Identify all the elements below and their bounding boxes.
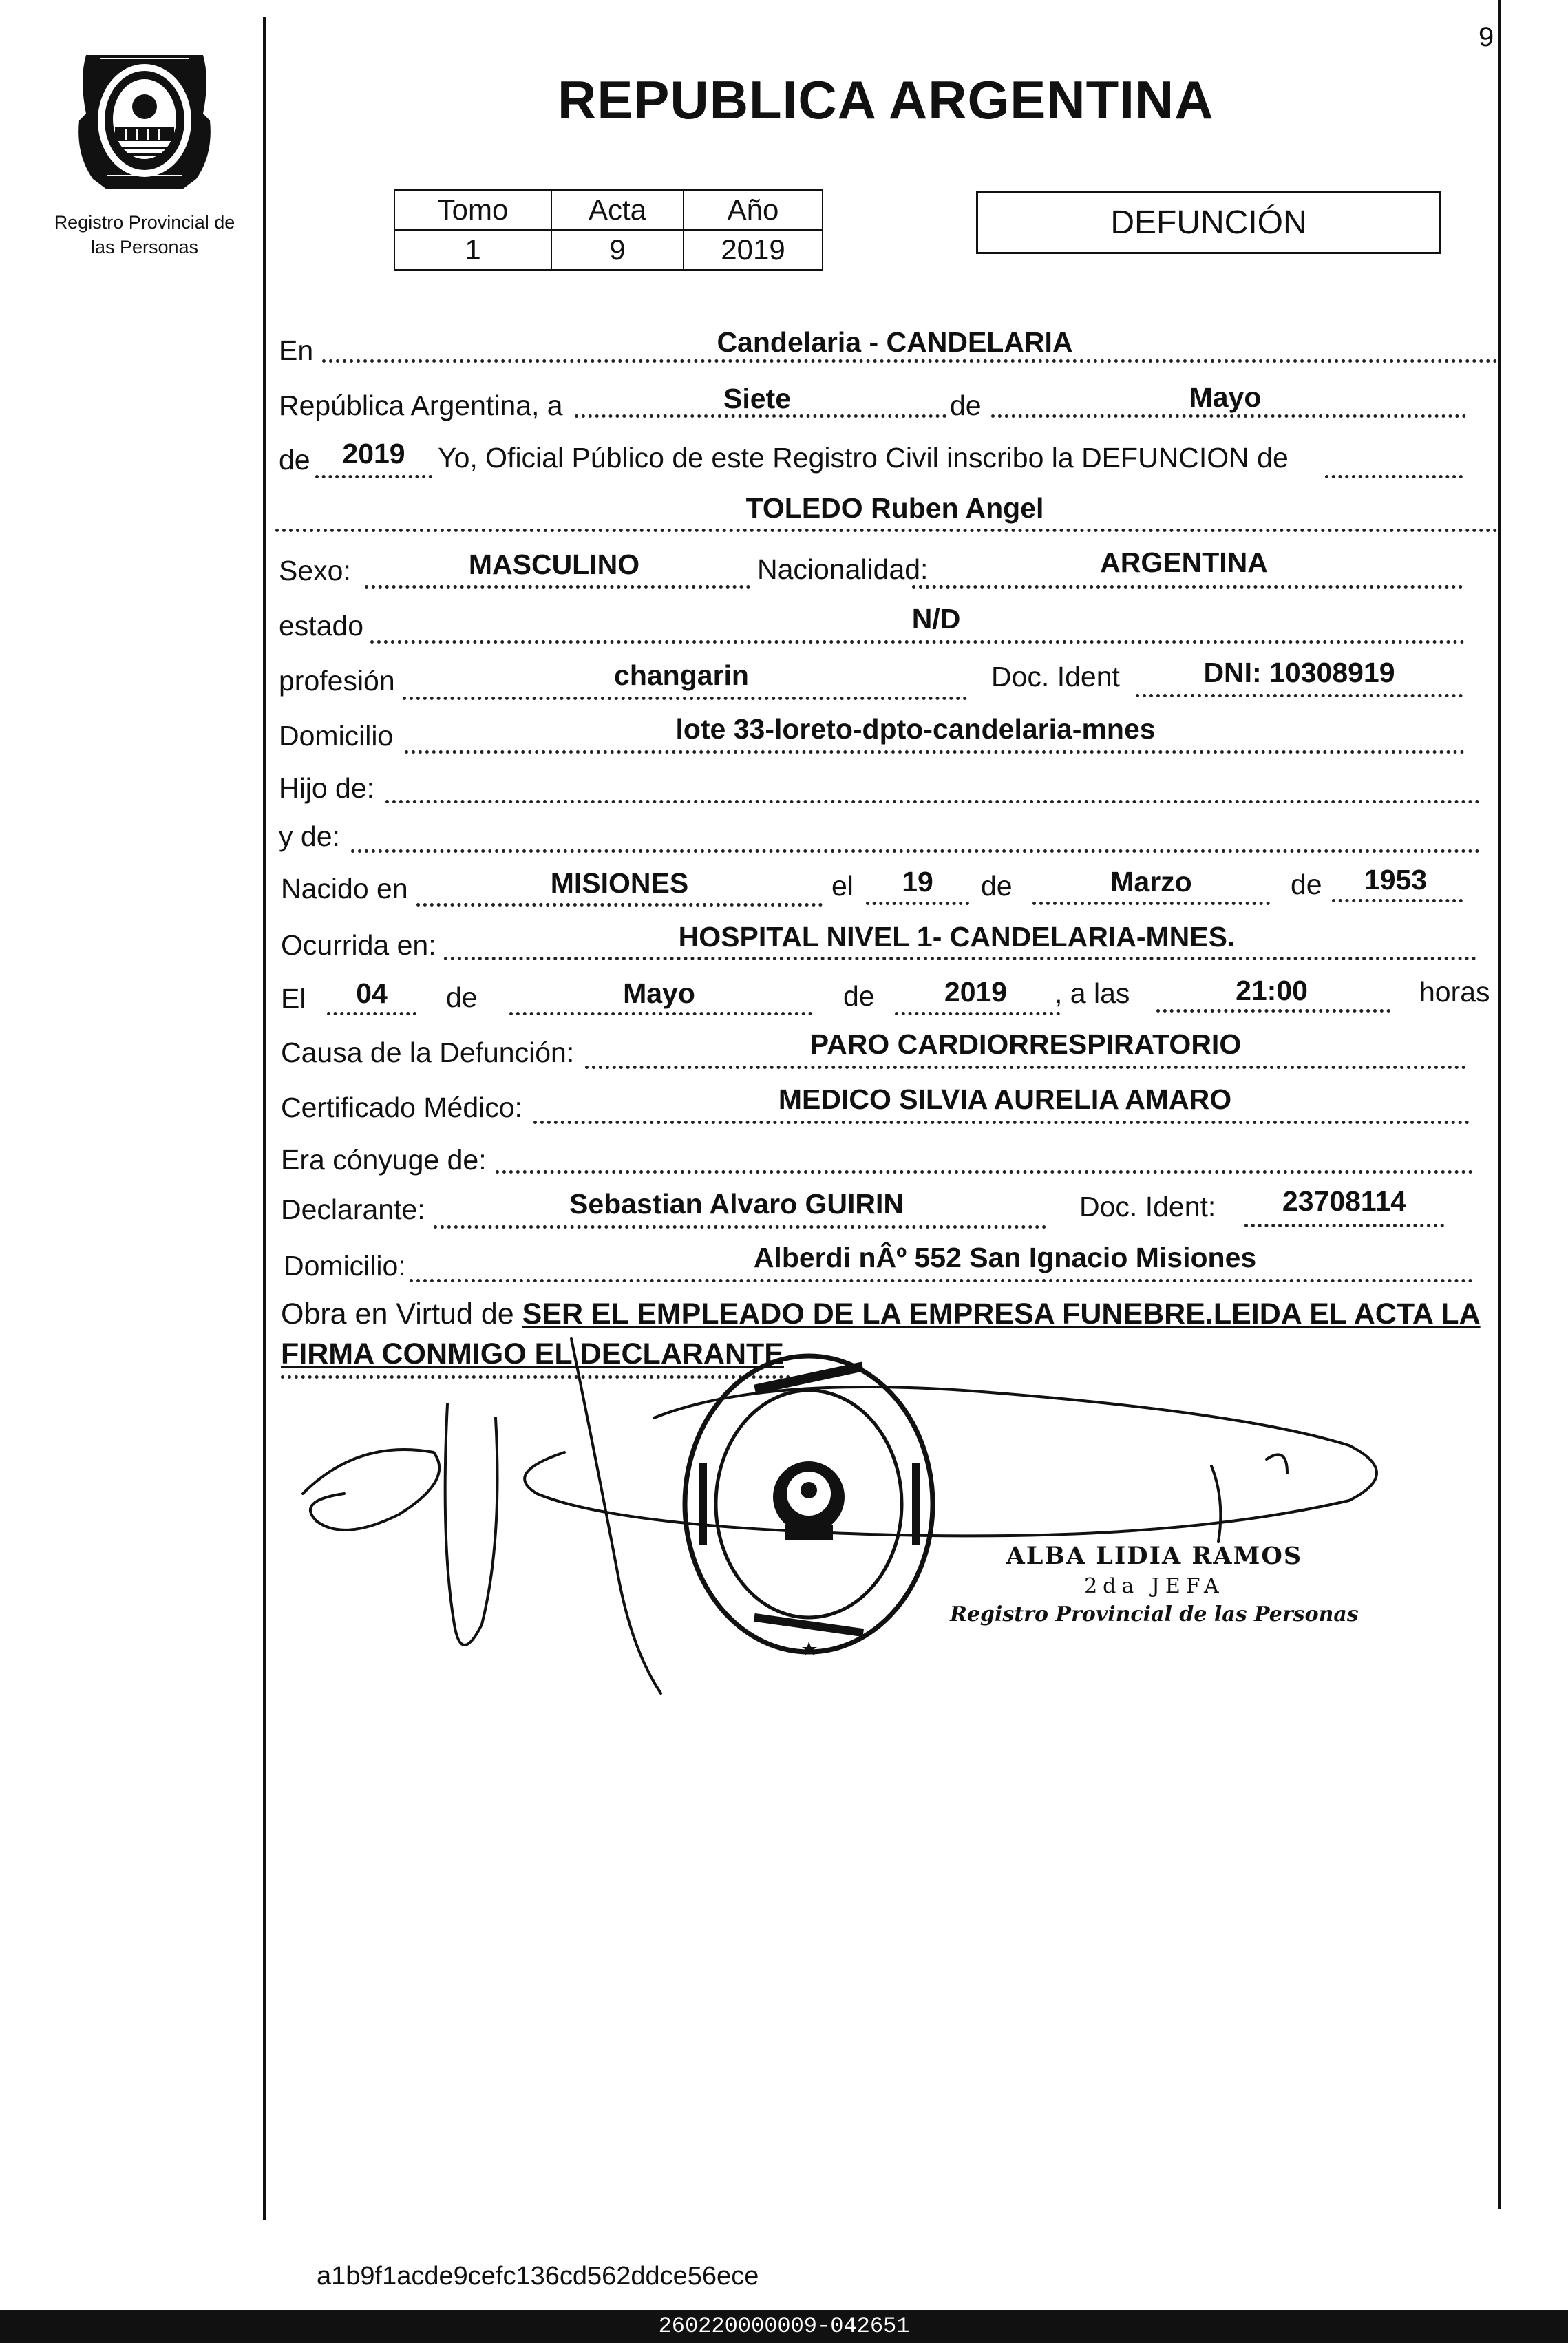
label-domicilio: Domicilio	[279, 720, 394, 752]
dotted-line	[315, 475, 432, 478]
page-number: 9	[1479, 22, 1494, 52]
label-causa: Causa de la Defunción:	[281, 1037, 575, 1068]
value-dni: DNI: 10308919	[1203, 657, 1395, 688]
dotted-line	[895, 1012, 1060, 1015]
value-certificado: MEDICO SILVIA AURELIA AMARO	[778, 1083, 1232, 1115]
dotted-line	[509, 1012, 812, 1015]
label-nacionalidad: Nacionalidad:	[757, 553, 929, 585]
value-obra: SER EL EMPLEADO DE LA EMPRESA FUNEBRE.LEIDA EL ACTA LA FIRMA CONMIGO EL DECLARANTE	[281, 1297, 1481, 1370]
label-de-nac-anio: de	[1291, 869, 1322, 900]
value-ocurrida-en: HOSPITAL NIVEL 1- CANDELARIA-MNES.	[678, 921, 1236, 953]
label-de-anio: de	[279, 444, 310, 476]
label-estado: estado	[279, 610, 364, 642]
org-name-line2: las Personas	[90, 237, 199, 257]
value-nac-mes: Marzo	[1110, 866, 1192, 898]
anio-value: 2019	[684, 230, 823, 270]
value-def-dia: 04	[356, 977, 388, 1009]
footer-code: 260220000009-042651	[0, 2310, 1568, 2343]
dotted-line	[416, 903, 823, 907]
label-profesion: profesión	[279, 665, 395, 697]
value-estado: N/D	[911, 603, 961, 635]
signer-role: 2da JEFA	[1084, 1574, 1225, 1598]
acta-header: Acta	[551, 190, 684, 230]
org-name	[28, 210, 262, 259]
value-dia-inscripcion: Siete	[723, 383, 791, 414]
dotted-line	[385, 800, 1480, 803]
value-def-anio: 2019	[944, 976, 1008, 1008]
label-horas: horas	[1419, 976, 1490, 1008]
org-name-line1: Registro Provincial de	[54, 212, 235, 233]
value-declarante: Sebastian Alvaro GUIRIN	[569, 1188, 904, 1220]
document-title: REPUBLICA ARGENTINA	[558, 70, 1214, 130]
official-stamp	[671, 1346, 953, 1673]
label-certificado: Certificado Médico:	[281, 1092, 522, 1123]
label-sexo: Sexo:	[279, 555, 351, 586]
dotted-line	[912, 585, 1463, 589]
label-inscribo: Yo, Oficial Público de este Registro Civil inscribo la DEFUNCION de	[438, 442, 1289, 474]
signer-office: Registro Provincial de las Personas	[950, 1602, 1359, 1626]
document-hash: a1b9f1acde9cefc136cd562ddce56ece	[317, 2262, 759, 2291]
label-hijo-de: Hijo de:	[279, 772, 375, 804]
dotted-line	[1244, 1224, 1444, 1227]
dotted-line	[351, 849, 1480, 853]
value-nacionalidad: ARGENTINA	[1100, 547, 1268, 578]
dotted-line	[533, 1121, 1470, 1124]
label-en: En	[279, 335, 314, 366]
dotted-line	[585, 1066, 1466, 1069]
value-def-hora: 21:00	[1236, 975, 1308, 1006]
dotted-line	[327, 1012, 416, 1015]
dotted-line	[1332, 899, 1463, 902]
label-de: de	[950, 390, 982, 421]
province-emblem-logo	[65, 38, 224, 200]
dotted-line	[434, 1225, 1046, 1229]
label-domicilio2: Domicilio:	[284, 1250, 406, 1282]
value-nac-dia: 19	[902, 866, 933, 898]
label-obra: Obra en Virtud de	[281, 1297, 514, 1330]
tomo-header: Tomo	[394, 190, 551, 230]
label-conyuge: Era cónyuge de:	[281, 1144, 487, 1176]
record-id-header-row	[394, 190, 823, 230]
value-def-mes: Mayo	[623, 977, 695, 1009]
label-doc-ident: Doc. Ident	[991, 661, 1120, 692]
label-ocurrida-en: Ocurrida en:	[281, 929, 436, 961]
value-sexo: MASCULINO	[468, 549, 640, 580]
acta-value: 9	[551, 230, 684, 270]
record-id-value-row	[394, 230, 823, 270]
dotted-line	[1032, 902, 1270, 905]
dotted-line	[370, 640, 1465, 644]
value-causa: PARO CARDIORRESPIRATORIO	[809, 1028, 1242, 1060]
label-de-nac-mes: de	[981, 870, 1013, 902]
dotted-line	[1136, 694, 1463, 697]
label-doc-ident2: Doc. Ident:	[1079, 1191, 1216, 1222]
dotted-line	[410, 1279, 1473, 1282]
value-profesion: changarin	[614, 659, 749, 691]
record-id-table	[394, 189, 823, 271]
label-republica: República Argentina, a	[279, 390, 563, 421]
label-de-def-mes: de	[446, 982, 478, 1013]
dotted-line	[866, 902, 969, 905]
label-y-de: y de:	[279, 820, 340, 852]
value-lugar: Candelaria - CANDELARIA	[717, 326, 1073, 358]
dotted-line	[1325, 475, 1463, 478]
label-declarante: Declarante:	[281, 1194, 425, 1225]
signer-name: ALBA LIDIA RAMOS	[1006, 1542, 1303, 1570]
dotted-line	[405, 750, 1465, 754]
dotted-line	[322, 359, 1498, 363]
dotted-line	[275, 529, 1498, 532]
anio-header: Año	[684, 190, 823, 230]
record-type-box: DEFUNCIÓN	[976, 191, 1441, 254]
dotted-line	[365, 585, 750, 589]
dotted-line	[444, 957, 1476, 960]
value-declarante-domicilio: Alberdi nÂº 552 San Ignacio Misiones	[753, 1242, 1257, 1273]
label-nacido-en: Nacido en	[281, 873, 408, 904]
signer-block	[950, 1542, 1359, 1626]
value-anio-inscripcion: 2019	[342, 438, 405, 469]
dotted-line	[991, 414, 1466, 418]
label-a-las: , a las	[1055, 977, 1130, 1009]
dotted-line	[496, 1170, 1473, 1174]
value-mes-inscripcion: Mayo	[1189, 381, 1262, 413]
value-nacido-en: MISIONES	[550, 867, 689, 899]
value-nac-anio: 1953	[1364, 864, 1428, 895]
dotted-line	[403, 697, 967, 700]
label-de-def-anio: de	[843, 980, 875, 1012]
value-declarante-doc: 23708114	[1282, 1185, 1407, 1217]
left-margin-line	[263, 17, 266, 2220]
dotted-line	[1156, 1009, 1390, 1013]
value-nombre: TOLEDO Ruben Angel	[745, 492, 1044, 524]
value-domicilio: lote 33-loreto-dpto-candelaria-mnes	[675, 713, 1156, 745]
right-margin-line	[1498, 0, 1501, 2209]
label-el-cap: El	[281, 983, 306, 1015]
label-el: el	[831, 870, 854, 902]
tomo-value: 1	[394, 230, 551, 270]
